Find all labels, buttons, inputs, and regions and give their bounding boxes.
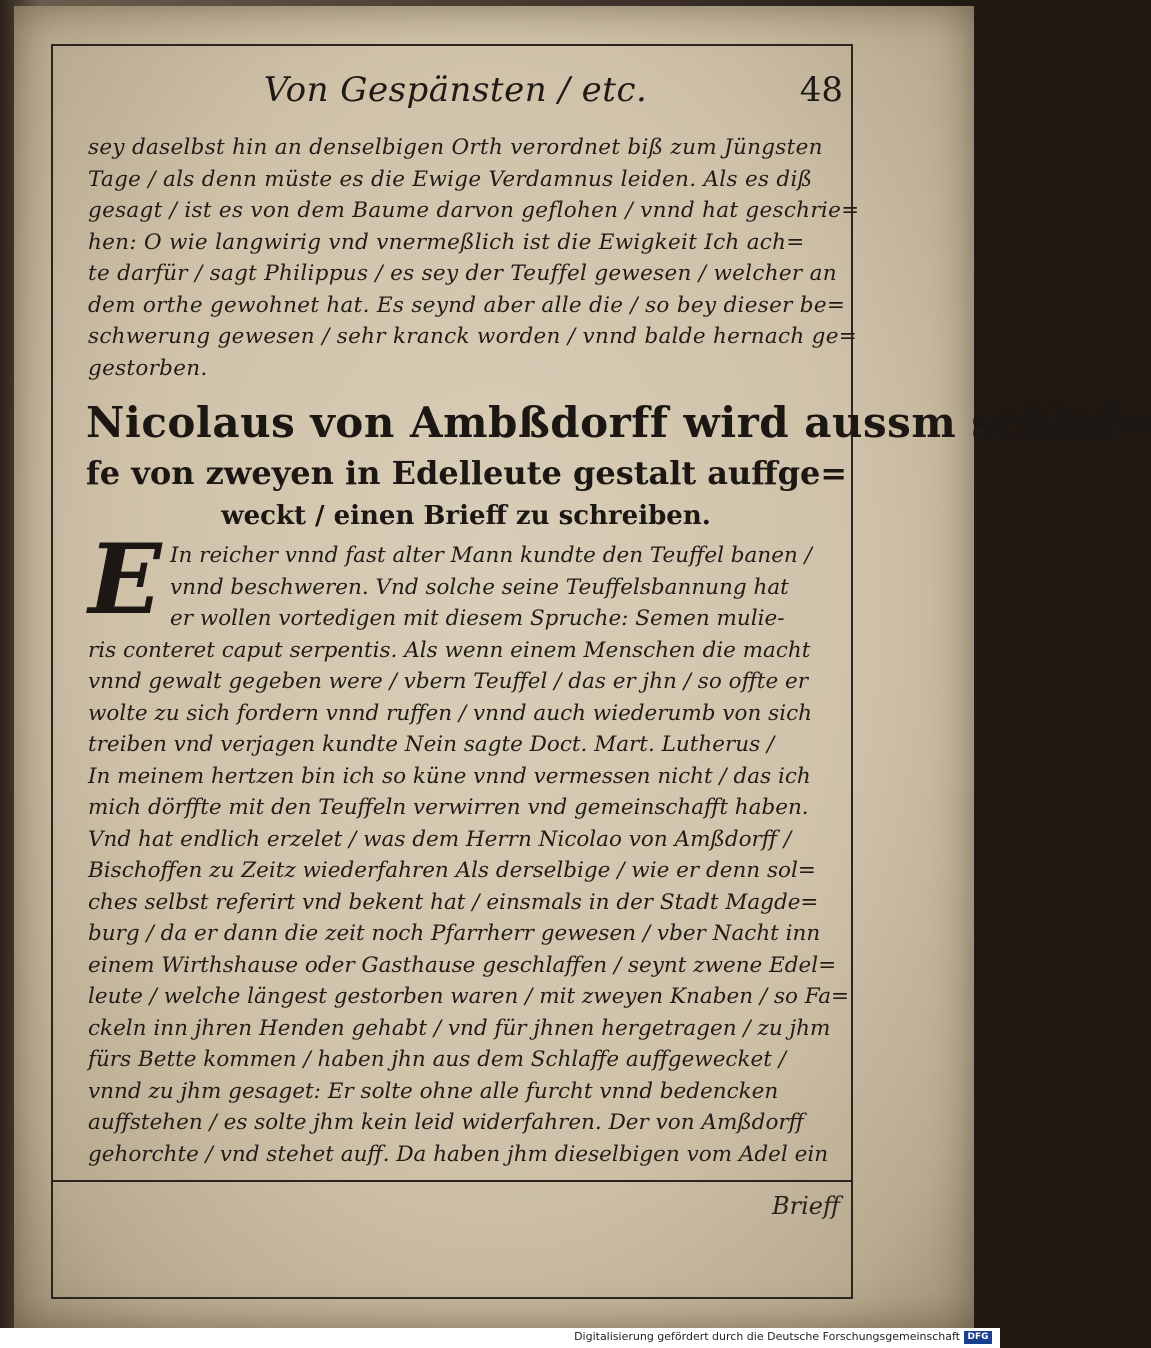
text-line: fürs Bette kommen / haben jhn aus dem Schlaffe auffgewecket / — [88, 1047, 786, 1072]
text-line: hen: O wie langwirig vnd vnermeßlich ist die Ewigkeit Ich ach= — [88, 229, 805, 255]
text-line: gesagt / ist es von dem Baume darvon geflohen / vnnd hat geschrie= — [88, 198, 860, 223]
text-line: vnnd gewalt gegeben were / vbern Teuffel / das er jhn / so offte er — [88, 669, 808, 694]
text-line: ckeln inn jhren Henden gehabt / vnd für jhnen hergetragen / zu jhm — [88, 1015, 831, 1041]
text-line: te darfür / sagt Philippus / es sey der Teuffel gewesen / welcher an — [88, 261, 837, 286]
text-line: ris conteret caput serpentis. Als wenn einem Menschen die macht — [88, 637, 811, 663]
text-line: vnnd beschweren. Vnd solche seine Teuffelsbannung hat — [170, 574, 789, 600]
text-line: mich dörffte mit den Teuffeln verwirren vnd gemeinschafft haben. — [88, 795, 809, 820]
section-heading — [86, 396, 1151, 536]
text-line: er wollen vortedigen mit diesem Spruche: Semen mulie- — [170, 606, 785, 631]
text-line: Tage / als denn müste es die Ewige Verdamnus leiden. Als es diß — [88, 166, 813, 192]
heading-line: fe von zweyen in Edelleute gestalt auffge= — [86, 454, 848, 492]
paragraph-continued — [88, 132, 860, 384]
text-line: gestorben. — [88, 355, 208, 381]
text-line: auffstehen / es solte jhm kein leid widerfahren. Der von Amßdorff — [88, 1110, 804, 1135]
text-line: gehorchte / vnd stehet auff. Da haben jhm dieselbigen vom Adel ein — [88, 1141, 829, 1167]
running-head: Von Gespänsten / etc. — [263, 70, 648, 110]
text-line: burg / da er dann die zeit noch Pfarrherr gewesen / vber Nacht inn — [88, 921, 821, 946]
footer-credit-bar — [0, 1328, 1000, 1348]
text-line: einem Wirthshause oder Gasthause geschlaffen / seynt zwene Edel= — [88, 952, 837, 978]
funding-credit: Digitalisierung gefördert durch die Deutsche Forschungsgemeinschaft — [574, 1330, 960, 1343]
page-number: 48 — [799, 70, 843, 110]
paragraph-main — [88, 635, 850, 1171]
text-line: Bischoffen zu Zeitz wiederfahren Als derselbige / wie er denn sol= — [88, 858, 816, 883]
decorated-initial: E — [88, 523, 162, 636]
text-line: ches selbst referirt vnd bekent hat / einsmals in der Stadt Magde= — [88, 889, 819, 915]
heading-line: weckt / einen Brieff zu schreiben. — [221, 501, 711, 531]
heading-line: Nicolaus von Ambßdorff wird aussm schlaf= — [86, 398, 1151, 447]
text-line: leute / welche längest gestorben waren / mit zweyen Knaben / so Fa= — [88, 984, 850, 1009]
text-line: sey daselbst hin an denselbigen Orth verordnet biß zum Jüngsten — [88, 135, 823, 160]
text-line: schwerung gewesen / sehr kranck worden / vnnd balde hernach ge= — [88, 324, 858, 349]
text-line: Vnd hat endlich erzelet / was dem Herrn Nicolao von Amßdorff / — [88, 826, 792, 852]
text-line: In reicher vnnd fast alter Mann kundte den Teuffel banen / — [170, 543, 812, 568]
page-header — [68, 60, 843, 120]
text-line: vnnd zu jhm gesaget: Er solte ohne alle furcht vnnd bedencken — [88, 1078, 779, 1104]
text-line: wolte zu sich fordern vnnd ruffen / vnnd auch wiederumb von sich — [88, 700, 812, 726]
text-line: dem orthe gewohnet hat. Es seynd aber alle die / so bey dieser be= — [88, 292, 846, 318]
catchword: Brieff — [772, 1192, 840, 1220]
text-line: In meinem hertzen bin ich so küne vnnd vermessen nicht / das ich — [88, 763, 811, 789]
drop-cap-lines — [170, 540, 840, 635]
dfg-logo: DFG — [964, 1331, 992, 1344]
text-line: treiben vnd verjagen kundte Nein sagte Doct. Mart. Lutherus / — [88, 732, 775, 757]
